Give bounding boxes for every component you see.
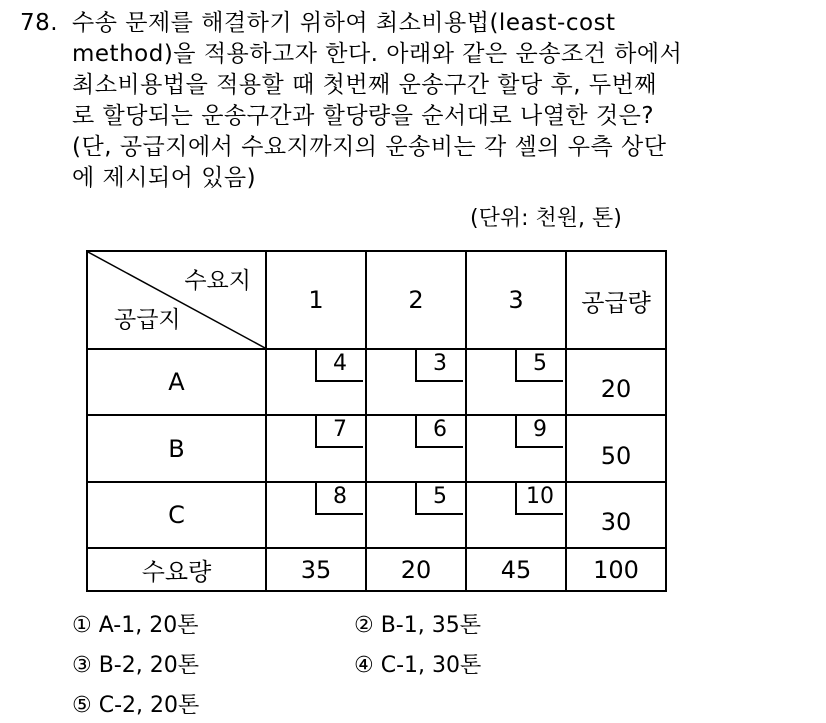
question-line: 로 할당되는 운송구간과 할당량을 순서대로 나열한 것은? [72, 103, 655, 129]
question-number: 78. [20, 10, 59, 36]
cost-cell [266, 415, 366, 482]
total-value: 100 [566, 548, 666, 591]
demand-value: 35 [266, 548, 366, 591]
cost-value: 5 [515, 350, 563, 382]
table-row [87, 349, 666, 415]
option-5[interactable]: ⑤ C-2, 20톤 [72, 693, 200, 718]
corner-demand-label: 수요지 [184, 268, 251, 294]
source-label: A [87, 349, 266, 415]
question-line: 에 제시되어 있음) [72, 165, 257, 191]
table-header-row [87, 251, 666, 349]
cost-value: 9 [515, 416, 563, 448]
option-1[interactable]: ① A-1, 20톤 [72, 613, 199, 638]
corner-supply-label: 공급지 [114, 307, 181, 333]
demand-row [87, 548, 666, 591]
supply-cell [566, 349, 666, 415]
question-line: 최소비용법을 적용할 때 첫번째 운송구간 할당 후, 두번째 [72, 72, 658, 98]
cost-cell [266, 349, 366, 415]
cost-cell [266, 482, 366, 548]
corner-cell [87, 251, 266, 349]
option-4[interactable]: ④ C-1, 30톤 [354, 653, 482, 678]
question-text [72, 8, 682, 194]
question-line: method)을 적용하고자 한다. 아래와 같은 운송조건 하에서 [72, 41, 683, 67]
supply-value: 50 [600, 441, 632, 470]
source-label: C [87, 482, 266, 548]
supply-cell [566, 415, 666, 482]
cost-value: 5 [415, 483, 463, 515]
cost-value: 10 [515, 483, 563, 515]
source-label: B [87, 415, 266, 482]
column-header: 2 [366, 251, 466, 349]
transportation-table [86, 250, 667, 592]
table-row [87, 415, 666, 482]
supply-value: 20 [600, 375, 632, 403]
demand-value: 45 [466, 548, 566, 591]
supply-cell [566, 482, 666, 548]
demand-label: 수요량 [87, 548, 266, 591]
demand-value: 20 [366, 548, 466, 591]
cost-cell [466, 349, 566, 415]
column-header: 1 [266, 251, 366, 349]
supply-header: 공급량 [566, 251, 666, 349]
cost-cell [366, 415, 466, 482]
cost-value: 3 [415, 350, 463, 382]
option-2[interactable]: ② B-1, 35톤 [354, 613, 481, 638]
question-line: (단, 공급지에서 수요지까지의 운송비는 각 셀의 우측 상단 [72, 134, 667, 160]
cost-value: 7 [315, 416, 363, 448]
cost-cell [466, 415, 566, 482]
supply-value: 30 [600, 508, 632, 536]
cost-cell [366, 482, 466, 548]
cost-value: 8 [315, 483, 363, 515]
cost-value: 6 [415, 416, 463, 448]
unit-note: (단위: 천원, 톤) [470, 206, 622, 231]
cost-cell [366, 349, 466, 415]
cost-value: 4 [315, 350, 363, 382]
table-row [87, 482, 666, 548]
question-line: 수송 문제를 해결하기 위하여 최소비용법(least-cost [72, 10, 616, 36]
column-header: 3 [466, 251, 566, 349]
cost-cell [466, 482, 566, 548]
option-3[interactable]: ③ B-2, 20톤 [72, 653, 199, 678]
